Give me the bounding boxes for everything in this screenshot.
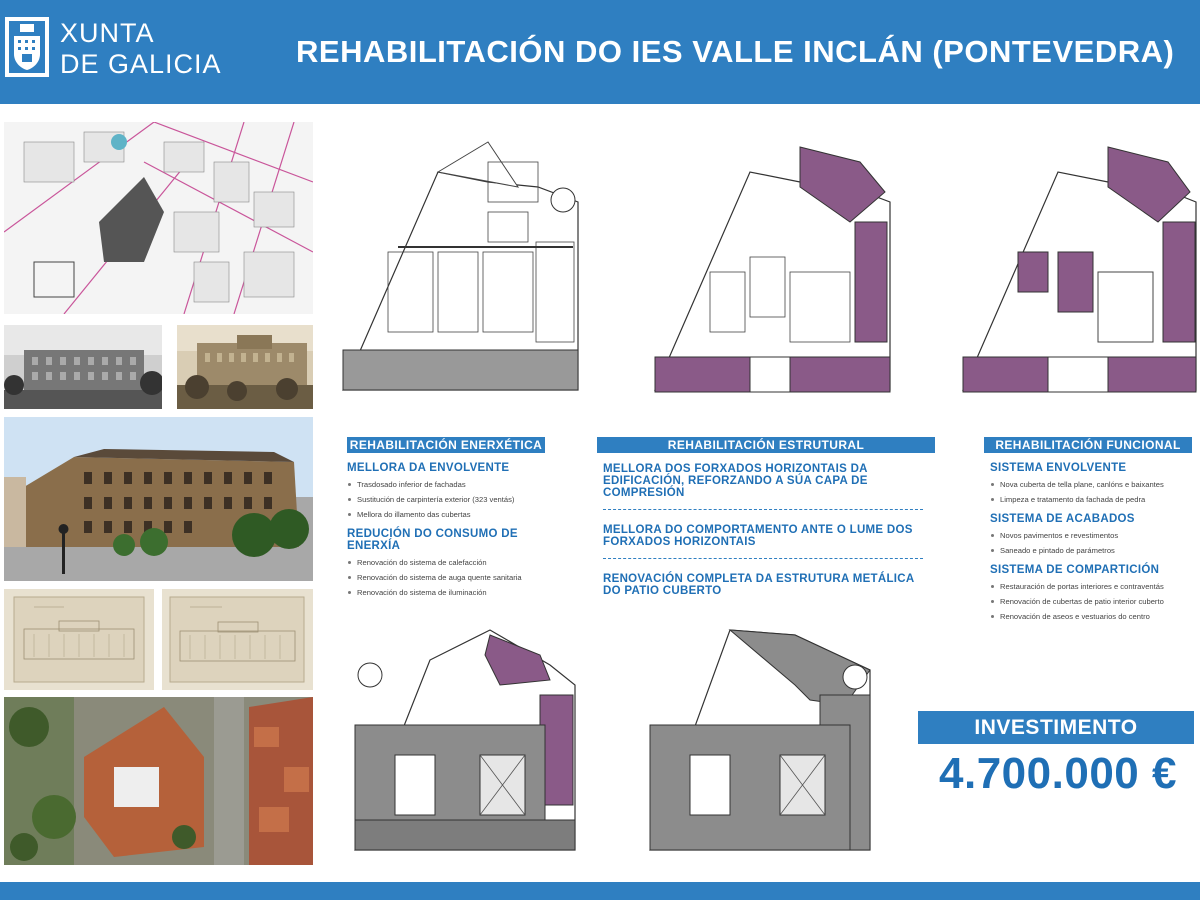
energy-section-title: REDUCIÓN DO CONSUMO DE ENERXÍA [347, 528, 518, 552]
dashed-divider [603, 509, 923, 510]
structural-rehab-panel [597, 437, 935, 597]
page-title: REHABILITACIÓN DO IES VALLE INCLÁN (PONTEVEDRA) [296, 34, 1175, 69]
floor-plan-2 [650, 132, 895, 397]
functional-section-title: SISTEMA DE ACABADOS [990, 513, 1135, 525]
investment-value: 4.700.000 € [939, 749, 1177, 798]
floor-plan-5 [645, 625, 885, 865]
list-item: Saneado e pintado de parámetros [990, 543, 1192, 558]
functional-section-title: SISTEMA ENVOLVENTE [990, 462, 1127, 474]
list-item: Novos pavimentos e revestimentos [990, 528, 1192, 543]
list-item: Limpeza e tratamento da fachada de pedra [990, 492, 1192, 507]
functional-list [984, 528, 1192, 558]
cadastral-map [4, 122, 313, 314]
list-item: Sustitución de carpintería exterior (323 ventás) [347, 492, 545, 507]
floor-plan-1 [338, 132, 583, 397]
list-item: Renovación do sistema de calefacción [347, 555, 545, 570]
structural-item: RENOVACIÓN COMPLETA DA ESTRUTURA METÁLICA DO PATIO CUBERTO [603, 573, 915, 597]
dashed-divider [603, 558, 923, 559]
energy-list [347, 555, 545, 600]
list-item: Trasdosado inferior de fachadas [347, 477, 545, 492]
list-item: Restauración de portas interiores e contraventás [990, 579, 1192, 594]
list-item: Renovación de aseos e vestuarios do centro [990, 609, 1192, 624]
list-item: Renovación de cubertas de patio interior cuberto [990, 594, 1192, 609]
list-item: Mellora do illamento das cubertas [347, 507, 545, 522]
xunta-shield-icon [4, 16, 50, 78]
logo-line-2: DE GALICIA [60, 49, 222, 79]
structural-item: MELLORA DO COMPORTAMENTO ANTE O LUME DOS FORXADOS HORIZONTAIS [603, 524, 913, 548]
historic-photo-1 [4, 325, 162, 409]
energy-section-title: MELLORA DA ENVOLVENTE [347, 462, 510, 474]
investment-label: INVESTIMENTO [918, 711, 1194, 744]
functional-rehab-panel [984, 437, 1192, 624]
list-item: Renovación do sistema de auga quente sanitaria [347, 570, 545, 585]
functional-list [984, 579, 1192, 624]
energy-list [347, 477, 545, 522]
logo-line-1: XUNTA [60, 18, 155, 48]
aerial-photo [4, 697, 313, 865]
building-facade-photo [4, 417, 313, 581]
functional-list [984, 477, 1192, 507]
floor-plan-4 [340, 625, 585, 865]
xunta-logo-text [60, 18, 222, 80]
functional-section-title: SISTEMA DE COMPARTICIÓN [990, 564, 1160, 576]
header-bar [0, 0, 1200, 104]
elevation-drawing-2 [162, 589, 313, 690]
footer-bar [0, 882, 1200, 900]
historic-photo-2 [177, 325, 313, 409]
energy-rehab-panel [347, 437, 545, 600]
structural-item: MELLORA DOS FORXADOS HORIZONTAIS DA EDIFICACIÓN, REFORZANDO A SÚA CAPA DE COMPRESIÓN [603, 463, 868, 499]
list-item: Nova cuberta de tella plane, canlóns e baixantes [990, 477, 1192, 492]
elevation-drawing-1 [4, 589, 154, 690]
structural-heading: REHABILITACIÓN ESTRUTURAL [597, 437, 935, 453]
energy-heading: REHABILITACIÓN ENERXÉTICA [347, 437, 545, 453]
functional-heading: REHABILITACIÓN FUNCIONAL [984, 437, 1192, 453]
floor-plan-3 [958, 132, 1198, 397]
list-item: Renovación do sistema de iluminación [347, 585, 545, 600]
